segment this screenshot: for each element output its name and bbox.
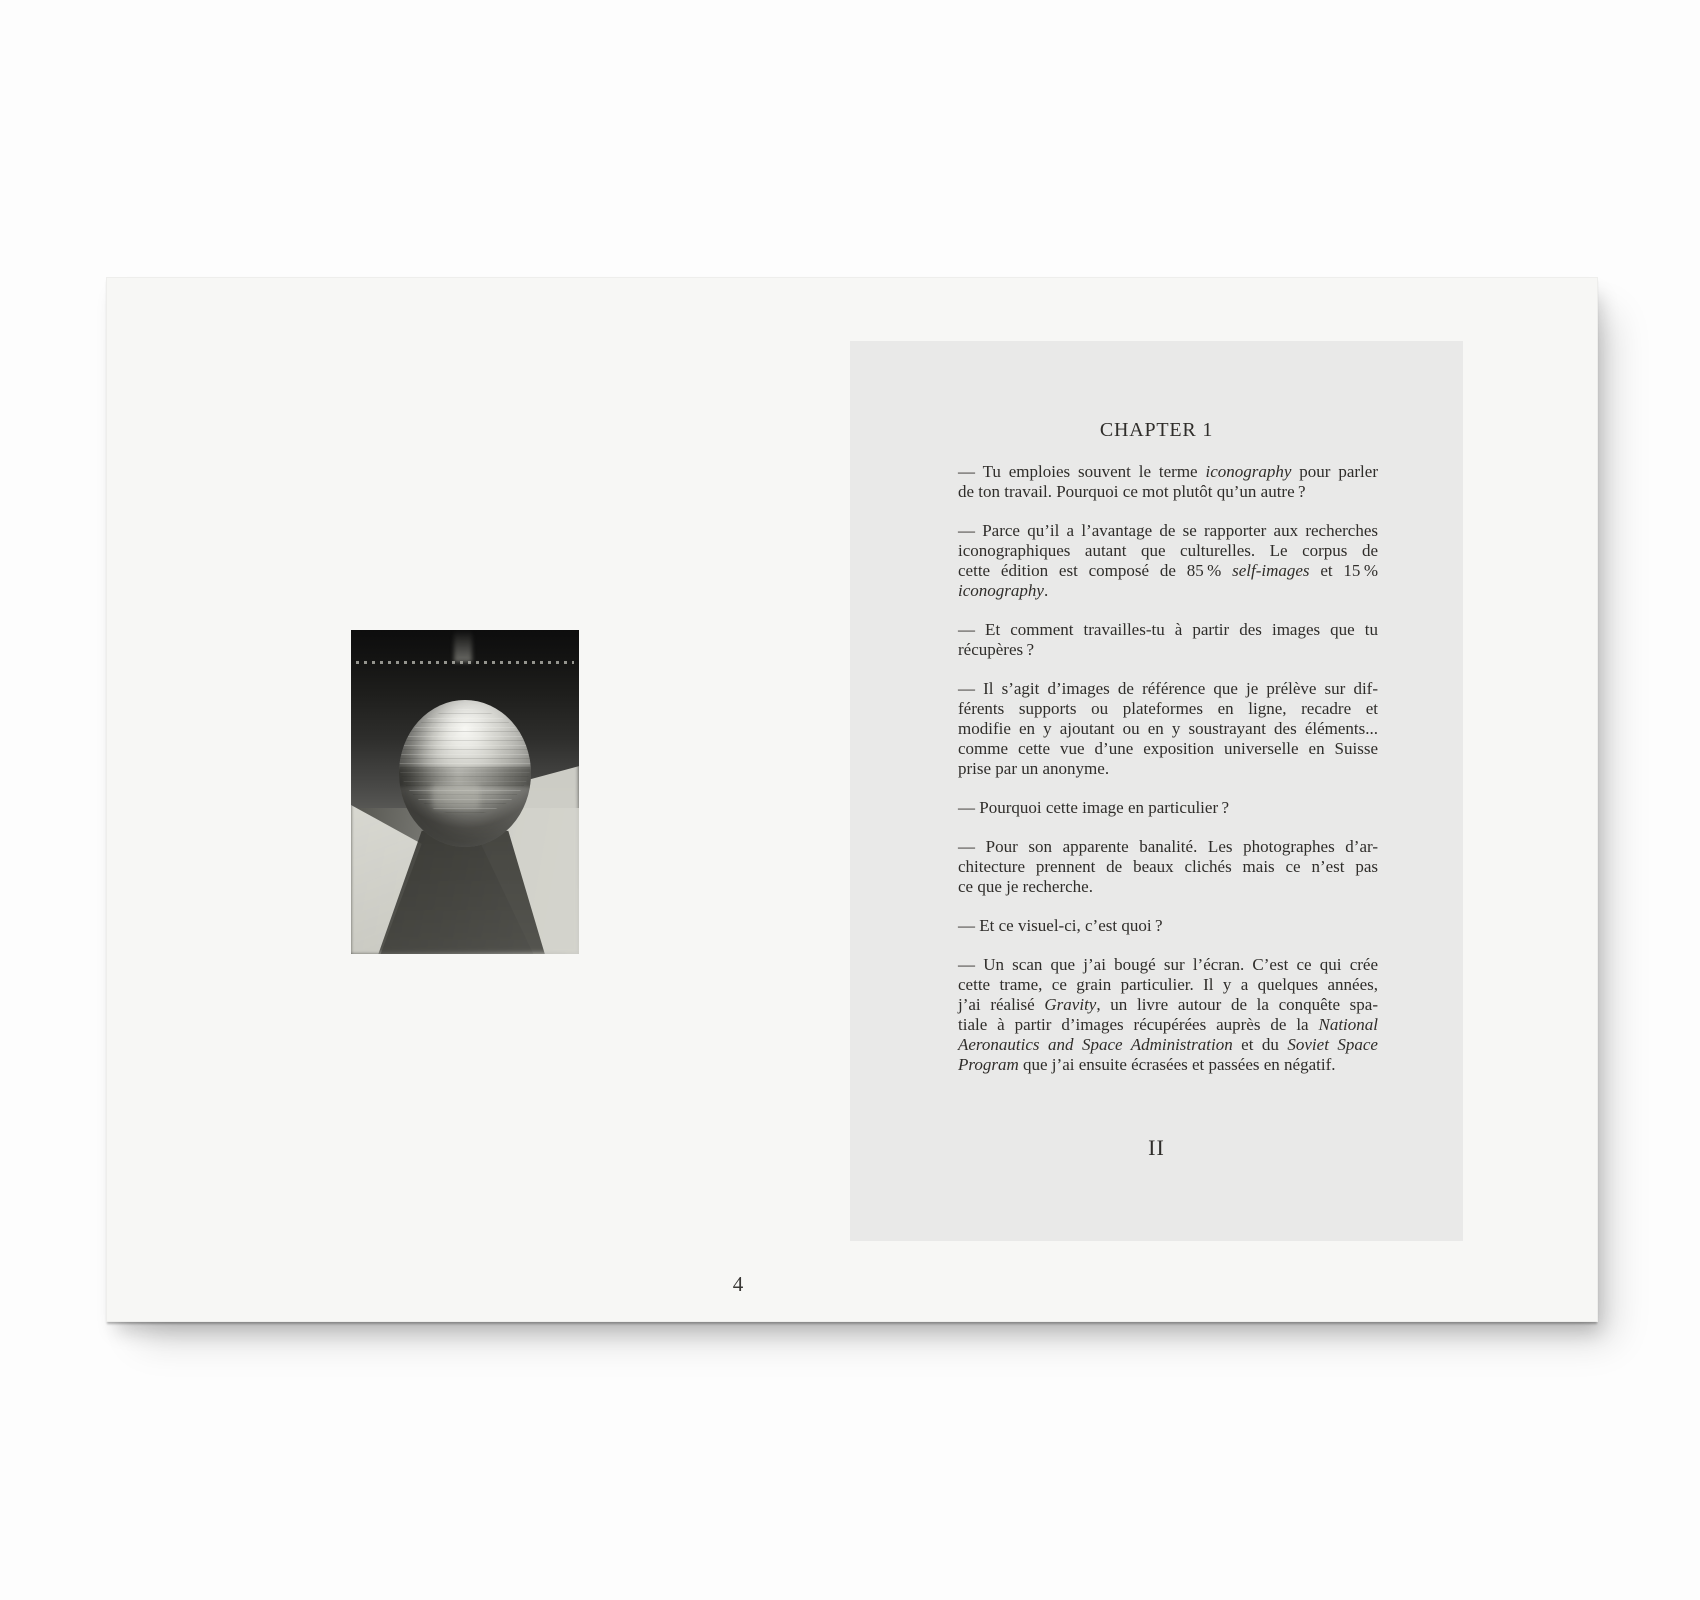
text-line: — Tu emploies souvent le terme iconography pour parler [958,462,1378,481]
text-line: modifie en y ajoutant ou en y soustrayant des éléments... [958,719,1378,738]
right-page-text-panel [850,341,1463,1241]
text-line: chitecture prennent de beaux clichés mais ce n’est pas [958,857,1378,876]
paragraph [958,837,1378,897]
text-line: — Parce qu’il a l’avantage de se rapporter aux recherches [958,521,1378,540]
text-line: cette édition est composé de 85 % self-images et 15 % [958,561,1378,580]
text-line: comme cette vue d’une exposition universelle en Suisse [958,739,1378,758]
section-numeral: II [1148,1135,1165,1160]
text-line: — Pour son apparente banalité. Les photographes d’ar- [958,837,1378,856]
paragraph [958,679,1378,779]
text-line: Aeronautics and Space Administration et du Soviet Space [958,1035,1378,1054]
text-line: — Pourquoi cette image en particulier ? [958,798,1230,817]
sphere-photo [351,630,579,954]
text-line: de ton travail. Pourquoi ce mot plutôt qu’un autre ? [958,482,1306,501]
text-line: — Il s’agit d’images de référence que je prélève sur dif- [958,679,1378,698]
text-line: cette trame, ce grain particulier. Il y a quelques années, [958,975,1378,994]
text-line: — Un scan que j’ai bougé sur l’écran. C’est ce qui crée [958,955,1378,974]
paragraph [958,521,1378,601]
sphere-reflection [432,784,480,809]
paragraph [958,462,1378,502]
paragraph [958,620,1378,660]
text-line: ce que je recherche. [958,877,1093,896]
text-line: prise par un anonyme. [958,759,1110,778]
paragraph [958,916,1378,936]
text-line: — Et ce visuel-ci, c’est quoi ? [958,916,1163,935]
book-spread [106,277,1598,1322]
text-line: tiale à partir d’images récupérées auprès de la National [958,1015,1378,1034]
paragraph [958,798,1378,818]
interview-text [958,462,1378,1075]
photo-light-beam [454,630,472,662]
text-line: Program que j’ai ensuite écrasées et passées en négatif. [958,1055,1336,1074]
text-line: iconographiques autant que culturelles. Le corpus de [958,541,1378,560]
photo-sphere [399,700,531,847]
text-line: récupères ? [958,640,1035,659]
paragraph [958,955,1378,1075]
text-line: j’ai réalisé Gravity, un livre autour de la conquête spa- [958,995,1379,1014]
text-line: — Et comment travailles-tu à partir des images que tu [958,620,1378,639]
chapter-heading: CHAPTER 1 [1099,419,1214,441]
text-line: férents supports ou plateformes en ligne, recadre et [958,699,1378,718]
page-number: 4 [732,1272,744,1296]
text-line: iconography. [958,581,1049,600]
